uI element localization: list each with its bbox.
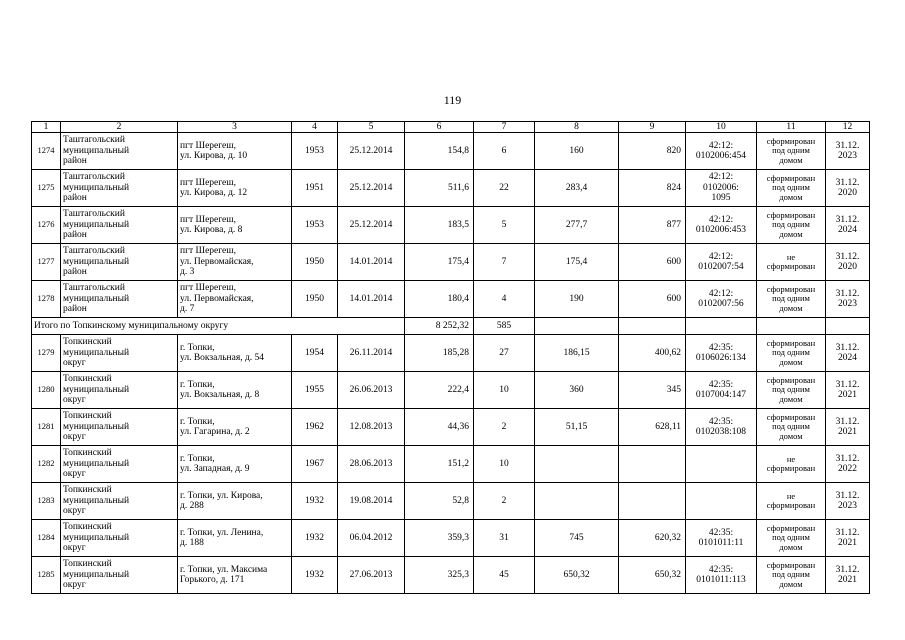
residents-cell: 2: [474, 409, 535, 446]
header-cell: 3: [178, 122, 292, 133]
column-9-cell: 820: [619, 133, 686, 170]
address-cell: пгт Шерегеш, ул. Кирова, д. 8: [178, 207, 292, 244]
address-cell: г. Топки, ул. Гагарина, д. 2: [178, 409, 292, 446]
table-row: [32, 207, 870, 244]
column-9-cell: 400,62: [619, 335, 686, 372]
column-9-cell: 600: [619, 244, 686, 281]
cadastral-number-cell: 42:35: 0102038:108: [686, 409, 757, 446]
date-cell: 06.04.2012: [338, 520, 405, 557]
land-status-cell: сформирован под одним домом: [757, 557, 826, 594]
land-status-cell: сформирован под одним домом: [757, 409, 826, 446]
date-cell: 26.06.2013: [338, 372, 405, 409]
residents-cell: 6: [474, 133, 535, 170]
district-cell: Топкинский муниципальный округ: [61, 409, 178, 446]
land-status-cell: сформирован под одним домом: [757, 335, 826, 372]
deadline-cell: 31.12. 2020: [826, 170, 870, 207]
total-area: 8 252,32: [405, 318, 474, 335]
residents-cell: 4: [474, 281, 535, 318]
empty-cell: [619, 318, 686, 335]
cadastral-number-cell: 42:35: 0101011:11: [686, 520, 757, 557]
district-cell: Топкинский муниципальный округ: [61, 446, 178, 483]
year-cell: 1951: [292, 170, 338, 207]
row-number: 1278: [32, 281, 61, 318]
row-number: 1283: [32, 483, 61, 520]
land-status-cell: сформирован под одним домом: [757, 170, 826, 207]
table-row: [32, 133, 870, 170]
area-cell: 222,4: [405, 372, 474, 409]
year-cell: 1955: [292, 372, 338, 409]
year-cell: 1953: [292, 207, 338, 244]
deadline-cell: 31.12. 2020: [826, 244, 870, 281]
column-9-cell: 628,11: [619, 409, 686, 446]
cadastral-number-cell: [686, 483, 757, 520]
row-number: 1280: [32, 372, 61, 409]
district-cell: Топкинский муниципальный округ: [61, 483, 178, 520]
header-cell: 9: [619, 122, 686, 133]
column-8-cell: [535, 446, 619, 483]
table-row: [32, 244, 870, 281]
land-status-cell: сформирован под одним домом: [757, 133, 826, 170]
residents-cell: 2: [474, 483, 535, 520]
date-cell: 19.08.2014: [338, 483, 405, 520]
address-cell: г. Топки, ул. Кирова, д. 288: [178, 483, 292, 520]
table-row: [32, 335, 870, 372]
land-status-cell: сформирован под одним домом: [757, 520, 826, 557]
date-cell: 28.06.2013: [338, 446, 405, 483]
cadastral-number-cell: 42:12: 0102006:454: [686, 133, 757, 170]
row-number: 1285: [32, 557, 61, 594]
column-9-cell: [619, 446, 686, 483]
date-cell: 26.11.2014: [338, 335, 405, 372]
table-row: [32, 170, 870, 207]
land-status-cell: не сформирован: [757, 244, 826, 281]
column-8-cell: 360: [535, 372, 619, 409]
header-cell: 6: [405, 122, 474, 133]
address-cell: г. Топки, ул. Вокзальная, д. 8: [178, 372, 292, 409]
district-cell: Таштагольский муниципальный район: [61, 133, 178, 170]
header-cell: 8: [535, 122, 619, 133]
header-cell: 1: [32, 122, 61, 133]
row-number: 1284: [32, 520, 61, 557]
area-cell: 359,3: [405, 520, 474, 557]
deadline-cell: 31.12. 2023: [826, 133, 870, 170]
header-cell: 12: [826, 122, 870, 133]
row-number: 1282: [32, 446, 61, 483]
residents-cell: 27: [474, 335, 535, 372]
table-row: [32, 372, 870, 409]
deadline-cell: 31.12. 2023: [826, 483, 870, 520]
year-cell: 1950: [292, 244, 338, 281]
header-cell: 10: [686, 122, 757, 133]
year-cell: 1932: [292, 557, 338, 594]
deadline-cell: 31.12. 2023: [826, 281, 870, 318]
column-number-header: [32, 122, 870, 133]
table-row: [32, 483, 870, 520]
area-cell: 151,2: [405, 446, 474, 483]
land-status-cell: не сформирован: [757, 446, 826, 483]
date-cell: 25.12.2014: [338, 133, 405, 170]
district-cell: Топкинский муниципальный округ: [61, 335, 178, 372]
header-cell: 7: [474, 122, 535, 133]
header-cell: 11: [757, 122, 826, 133]
row-number: 1279: [32, 335, 61, 372]
page-number: 119: [443, 93, 462, 107]
column-9-cell: [619, 483, 686, 520]
total-row: [32, 318, 870, 335]
area-cell: 185,28: [405, 335, 474, 372]
area-cell: 325,3: [405, 557, 474, 594]
district-cell: Таштагольский муниципальный район: [61, 170, 178, 207]
empty-cell: [826, 318, 870, 335]
column-9-cell: 345: [619, 372, 686, 409]
date-cell: 14.01.2014: [338, 244, 405, 281]
header-cell: 2: [61, 122, 178, 133]
address-cell: г. Топки, ул. Вокзальная, д. 54: [178, 335, 292, 372]
column-8-cell: 283,4: [535, 170, 619, 207]
residents-cell: 10: [474, 446, 535, 483]
district-cell: Топкинский муниципальный округ: [61, 372, 178, 409]
deadline-cell: 31.12. 2021: [826, 557, 870, 594]
table-row: [32, 520, 870, 557]
table-row: [32, 281, 870, 318]
district-cell: Топкинский муниципальный округ: [61, 520, 178, 557]
year-cell: 1932: [292, 483, 338, 520]
column-8-cell: [535, 483, 619, 520]
date-cell: 14.01.2014: [338, 281, 405, 318]
date-cell: 25.12.2014: [338, 170, 405, 207]
column-8-cell: 277,7: [535, 207, 619, 244]
address-cell: г. Топки, ул. Ленина, д. 188: [178, 520, 292, 557]
column-8-cell: 186,15: [535, 335, 619, 372]
deadline-cell: 31.12. 2021: [826, 520, 870, 557]
column-8-cell: 745: [535, 520, 619, 557]
address-cell: пгт Шерегеш, ул. Первомайская, д. 3: [178, 244, 292, 281]
cadastral-number-cell: 42:35: 0107004:147: [686, 372, 757, 409]
table-row: [32, 557, 870, 594]
column-9-cell: 620,32: [619, 520, 686, 557]
year-cell: 1950: [292, 281, 338, 318]
year-cell: 1932: [292, 520, 338, 557]
district-cell: Таштагольский муниципальный район: [61, 281, 178, 318]
cadastral-number-cell: 42:12: 0102006: 1095: [686, 170, 757, 207]
cadastral-number-cell: 42:35: 0106026:134: [686, 335, 757, 372]
cadastral-number-cell: [686, 446, 757, 483]
column-9-cell: 650,32: [619, 557, 686, 594]
table-row: [32, 446, 870, 483]
housing-table: [31, 121, 870, 594]
empty-cell: [757, 318, 826, 335]
deadline-cell: 31.12. 2021: [826, 409, 870, 446]
table-row: [32, 409, 870, 446]
area-cell: 183,5: [405, 207, 474, 244]
column-8-cell: 650,32: [535, 557, 619, 594]
deadline-cell: 31.12. 2022: [826, 446, 870, 483]
address-cell: пгт Шерегеш, ул. Кирова, д. 10: [178, 133, 292, 170]
date-cell: 27.06.2013: [338, 557, 405, 594]
year-cell: 1953: [292, 133, 338, 170]
deadline-cell: 31.12. 2021: [826, 372, 870, 409]
residents-cell: 22: [474, 170, 535, 207]
column-8-cell: 160: [535, 133, 619, 170]
total-label: Итого по Топкинскому муниципальному округу: [32, 318, 405, 335]
address-cell: пгт Шерегеш, ул. Кирова, д. 12: [178, 170, 292, 207]
district-cell: Таштагольский муниципальный район: [61, 207, 178, 244]
cadastral-number-cell: 42:35: 0101011:113: [686, 557, 757, 594]
empty-cell: [686, 318, 757, 335]
residents-cell: 5: [474, 207, 535, 244]
cadastral-number-cell: 42:12: 0102007:54: [686, 244, 757, 281]
residents-cell: 31: [474, 520, 535, 557]
cadastral-number-cell: 42:12: 0102006:453: [686, 207, 757, 244]
row-number: 1276: [32, 207, 61, 244]
year-cell: 1954: [292, 335, 338, 372]
address-cell: пгт Шерегеш, ул. Первомайская, д. 7: [178, 281, 292, 318]
area-cell: 44,36: [405, 409, 474, 446]
column-9-cell: 877: [619, 207, 686, 244]
land-status-cell: сформирован под одним домом: [757, 207, 826, 244]
cadastral-number-cell: 42:12: 0102007:56: [686, 281, 757, 318]
column-9-cell: 600: [619, 281, 686, 318]
deadline-cell: 31.12. 2024: [826, 335, 870, 372]
column-9-cell: 824: [619, 170, 686, 207]
district-cell: Топкинский муниципальный округ: [61, 557, 178, 594]
residents-cell: 45: [474, 557, 535, 594]
area-cell: 154,8: [405, 133, 474, 170]
date-cell: 25.12.2014: [338, 207, 405, 244]
date-cell: 12.08.2013: [338, 409, 405, 446]
column-8-cell: 175,4: [535, 244, 619, 281]
land-status-cell: сформирован под одним домом: [757, 372, 826, 409]
row-number: 1281: [32, 409, 61, 446]
empty-cell: [535, 318, 619, 335]
area-cell: 511,6: [405, 170, 474, 207]
address-cell: г. Топки, ул. Максима Горького, д. 171: [178, 557, 292, 594]
land-status-cell: сформирован под одним домом: [757, 281, 826, 318]
address-cell: г. Топки, ул. Западная, д. 9: [178, 446, 292, 483]
year-cell: 1967: [292, 446, 338, 483]
area-cell: 180,4: [405, 281, 474, 318]
header-cell: 4: [292, 122, 338, 133]
row-number: 1277: [32, 244, 61, 281]
total-residents: 585: [474, 318, 535, 335]
table-body: [32, 122, 870, 594]
year-cell: 1962: [292, 409, 338, 446]
row-number: 1274: [32, 133, 61, 170]
column-8-cell: 51,15: [535, 409, 619, 446]
deadline-cell: 31.12. 2024: [826, 207, 870, 244]
header-cell: 5: [338, 122, 405, 133]
land-status-cell: не сформирован: [757, 483, 826, 520]
column-8-cell: 190: [535, 281, 619, 318]
area-cell: 52,8: [405, 483, 474, 520]
residents-cell: 7: [474, 244, 535, 281]
row-number: 1275: [32, 170, 61, 207]
residents-cell: 10: [474, 372, 535, 409]
area-cell: 175,4: [405, 244, 474, 281]
district-cell: Таштагольский муниципальный район: [61, 244, 178, 281]
